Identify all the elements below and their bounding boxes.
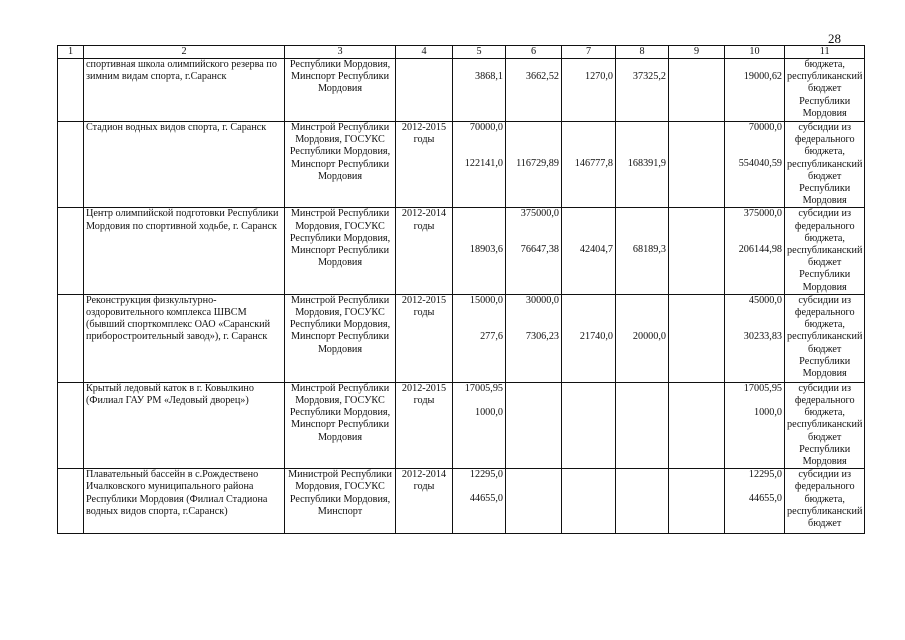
- amount-cell: [725, 208, 785, 294]
- amount-lower: 1000,0: [753, 406, 782, 418]
- amount-lower: 277,6: [480, 330, 503, 342]
- amount-cell: [669, 122, 725, 208]
- column-header: 4: [396, 46, 453, 59]
- amount-cell: [506, 382, 562, 468]
- executor-cell: [285, 208, 396, 294]
- period-cell: [396, 59, 453, 122]
- page-number: 28: [828, 31, 841, 46]
- amount-lower: 1270,0: [584, 71, 613, 82]
- amount-cell: [725, 122, 785, 208]
- amount-lower: 42404,7: [579, 244, 613, 256]
- program-table: [57, 45, 865, 534]
- period-cell: [396, 294, 453, 382]
- executor: Минстрой Республики Мордовия, ГОСУКС Республики Мордовия, Минспорт Республики Мордовия: [289, 294, 391, 355]
- column-header: 9: [669, 46, 725, 59]
- funding-source-cell: [785, 382, 865, 468]
- amount-cell: [506, 208, 562, 294]
- amount-upper: 15000,0: [469, 294, 503, 306]
- amount-cell: [669, 382, 725, 468]
- amount-cell: [506, 294, 562, 382]
- amount-lower: 3868,1: [474, 71, 503, 82]
- executor: Республики Мордовия, Минспорт Республики Мордовия: [289, 59, 391, 95]
- amount-cell: [725, 469, 785, 534]
- executor-cell: [285, 469, 396, 534]
- table-row: [58, 59, 865, 122]
- amount-cell: [506, 59, 562, 122]
- amount-cell: [616, 208, 669, 294]
- amount-cell: [562, 294, 616, 382]
- amount-cell: [562, 382, 616, 468]
- executor-cell: [285, 122, 396, 208]
- row-number-cell: [58, 469, 84, 534]
- period-cell: [396, 382, 453, 468]
- object-name: спортивная школа олимпийского резерва по зимним видам спорта, г.Саранск: [86, 59, 277, 83]
- amount-cell: [725, 382, 785, 468]
- amount-cell: [453, 382, 506, 468]
- amount-cell: [669, 208, 725, 294]
- object-name-cell: [84, 59, 285, 122]
- amount-lower: 3662,52: [525, 71, 559, 82]
- amount-upper: 45000,0: [748, 294, 782, 306]
- column-header: 8: [616, 46, 669, 59]
- amount-cell: [506, 122, 562, 208]
- amount-cell: [562, 59, 616, 122]
- amount-cell: [562, 208, 616, 294]
- funding-source-cell: [785, 208, 865, 294]
- amount-lower: 30233,83: [743, 330, 782, 342]
- amount-upper: 70000,0: [748, 122, 782, 133]
- amount-cell: [506, 469, 562, 534]
- amount-cell: [616, 294, 669, 382]
- amount-upper: 70000,0: [469, 122, 503, 133]
- period-cell: [396, 208, 453, 294]
- amount-upper: 12295,0: [469, 469, 503, 481]
- row-number-cell: [58, 382, 84, 468]
- period: 2012-2015 годы: [401, 294, 447, 319]
- object-name-cell: [84, 294, 285, 382]
- funding-source: субсидии из федерального бюджета, республиканский бюджет: [787, 469, 863, 530]
- period: 2012-2015 годы: [401, 122, 447, 146]
- table-row: [58, 208, 865, 294]
- column-header: 3: [285, 46, 396, 59]
- amount-lower: 1000,0: [474, 406, 503, 418]
- amount-cell: [453, 469, 506, 534]
- object-name: Реконструкция физкультурно-оздоровительного комплекса ШВСМ (бывший спорткомплекс ОАО «Саранский приборостроительный завод»), г. Саранск: [86, 294, 271, 343]
- amount-lower: 116729,89: [516, 158, 559, 169]
- amount-cell: [669, 59, 725, 122]
- table-row: [58, 469, 865, 534]
- amount-lower: 44655,0: [748, 493, 782, 505]
- object-name-cell: [84, 122, 285, 208]
- funding-source: субсидии из федерального бюджета, республиканский бюджет Республики Мордовия: [787, 294, 863, 380]
- table-row: [58, 122, 865, 208]
- amount-cell: [453, 208, 506, 294]
- object-name-cell: [84, 469, 285, 534]
- row-number-cell: [58, 122, 84, 208]
- amount-cell: [725, 294, 785, 382]
- object-name: Плавательный бассейн в с.Рождествено Ичалковского муниципального района Республики Мордовия (Филиал Стадиона водных видов спорта, г.Саранск): [86, 469, 268, 517]
- amount-lower: 146777,8: [574, 158, 613, 169]
- object-name-cell: [84, 208, 285, 294]
- amount-lower: 44655,0: [469, 493, 503, 505]
- period-cell: [396, 122, 453, 208]
- funding-source-cell: [785, 59, 865, 122]
- funding-source-cell: [785, 122, 865, 208]
- amount-lower: 122141,0: [464, 158, 503, 169]
- amount-cell: [669, 294, 725, 382]
- column-header: 5: [453, 46, 506, 59]
- row-number-cell: [58, 294, 84, 382]
- row-number-cell: [58, 208, 84, 294]
- period: 2012-2015 годы: [401, 382, 447, 407]
- funding-source: субсидии из федерального бюджета, республиканский бюджет Республики Мордовия: [787, 208, 863, 293]
- period: 2012-2014 годы: [401, 469, 447, 493]
- amount-cell: [562, 122, 616, 208]
- column-header: 10: [725, 46, 785, 59]
- amount-lower: 554040,59: [738, 158, 782, 169]
- executor-cell: [285, 294, 396, 382]
- column-header: 7: [562, 46, 616, 59]
- column-header: 11: [785, 46, 865, 59]
- amount-cell: [562, 469, 616, 534]
- amount-cell: [616, 59, 669, 122]
- amount-upper: 375000,0: [743, 208, 782, 220]
- executor-cell: [285, 382, 396, 468]
- column-header: 2: [84, 46, 285, 59]
- amount-cell: [725, 59, 785, 122]
- amount-cell: [669, 469, 725, 534]
- row-number-cell: [58, 59, 84, 122]
- table-row: [58, 294, 865, 382]
- object-name-cell: [84, 382, 285, 468]
- amount-upper: 375000,0: [520, 208, 559, 220]
- funding-source: субсидии из федерального бюджета, республиканский бюджет Республики Мордовия: [787, 122, 863, 207]
- period-cell: [396, 469, 453, 534]
- amount-lower: 68189,3: [632, 244, 666, 256]
- object-name: Стадион водных видов спорта, г. Саранск: [86, 122, 267, 133]
- executor: Минстрой Республики Мордовия, ГОСУКС Республики Мордовия, Минспорт Республики Мордовия: [289, 208, 391, 269]
- amount-lower: 37325,2: [632, 71, 666, 82]
- amount-cell: [453, 294, 506, 382]
- table-row: [58, 382, 865, 468]
- amount-lower: 20000,0: [632, 330, 666, 342]
- executor: Минстрой Республики Мордовия, ГОСУКС Республики Мордовия, Минспорт Республики Мордовия: [289, 122, 391, 182]
- amount-cell: [616, 469, 669, 534]
- amount-cell: [616, 382, 669, 468]
- column-number-row: [58, 46, 865, 59]
- funding-source-cell: [785, 294, 865, 382]
- amount-lower: 168391,9: [627, 158, 666, 169]
- executor: Министрой Республики Мордовия, ГОСУКС Республики Мордовия, Минспорт: [288, 469, 392, 517]
- amount-lower: 206144,98: [738, 244, 782, 256]
- executor: Минстрой Республики Мордовия, ГОСУКС Республики Мордовия, Минспорт Республики Мордовия: [289, 382, 391, 443]
- amount-cell: [453, 59, 506, 122]
- column-header: 1: [58, 46, 84, 59]
- amount-upper: 17005,95: [743, 382, 782, 394]
- funding-source: бюджета, республиканский бюджет Республики Мордовия: [787, 59, 863, 119]
- period: 2012-2014 годы: [401, 208, 447, 232]
- amount-lower: 18903,6: [469, 244, 503, 256]
- amount-upper: 17005,95: [464, 382, 503, 394]
- column-header: 6: [506, 46, 562, 59]
- amount-lower: 76647,38: [520, 244, 559, 256]
- amount-cell: [616, 122, 669, 208]
- executor-cell: [285, 59, 396, 122]
- amount-upper: 30000,0: [525, 294, 559, 306]
- amount-cell: [453, 122, 506, 208]
- amount-lower: 19000,62: [743, 71, 782, 82]
- object-name: Крытый ледовый каток в г. Ковылкино (Филиал ГАУ РМ «Ледовый дворец»): [86, 382, 254, 407]
- object-name: Центр олимпийской подготовки Республики Мордовия по спортивной ходьбе, г. Саранск: [86, 208, 279, 232]
- funding-source: субсидии из федерального бюджета, республиканский бюджет Республики Мордовия: [787, 382, 863, 468]
- amount-lower: 7306,23: [525, 330, 559, 342]
- amount-upper: 12295,0: [748, 469, 782, 481]
- amount-lower: 21740,0: [579, 330, 613, 342]
- funding-source-cell: [785, 469, 865, 534]
